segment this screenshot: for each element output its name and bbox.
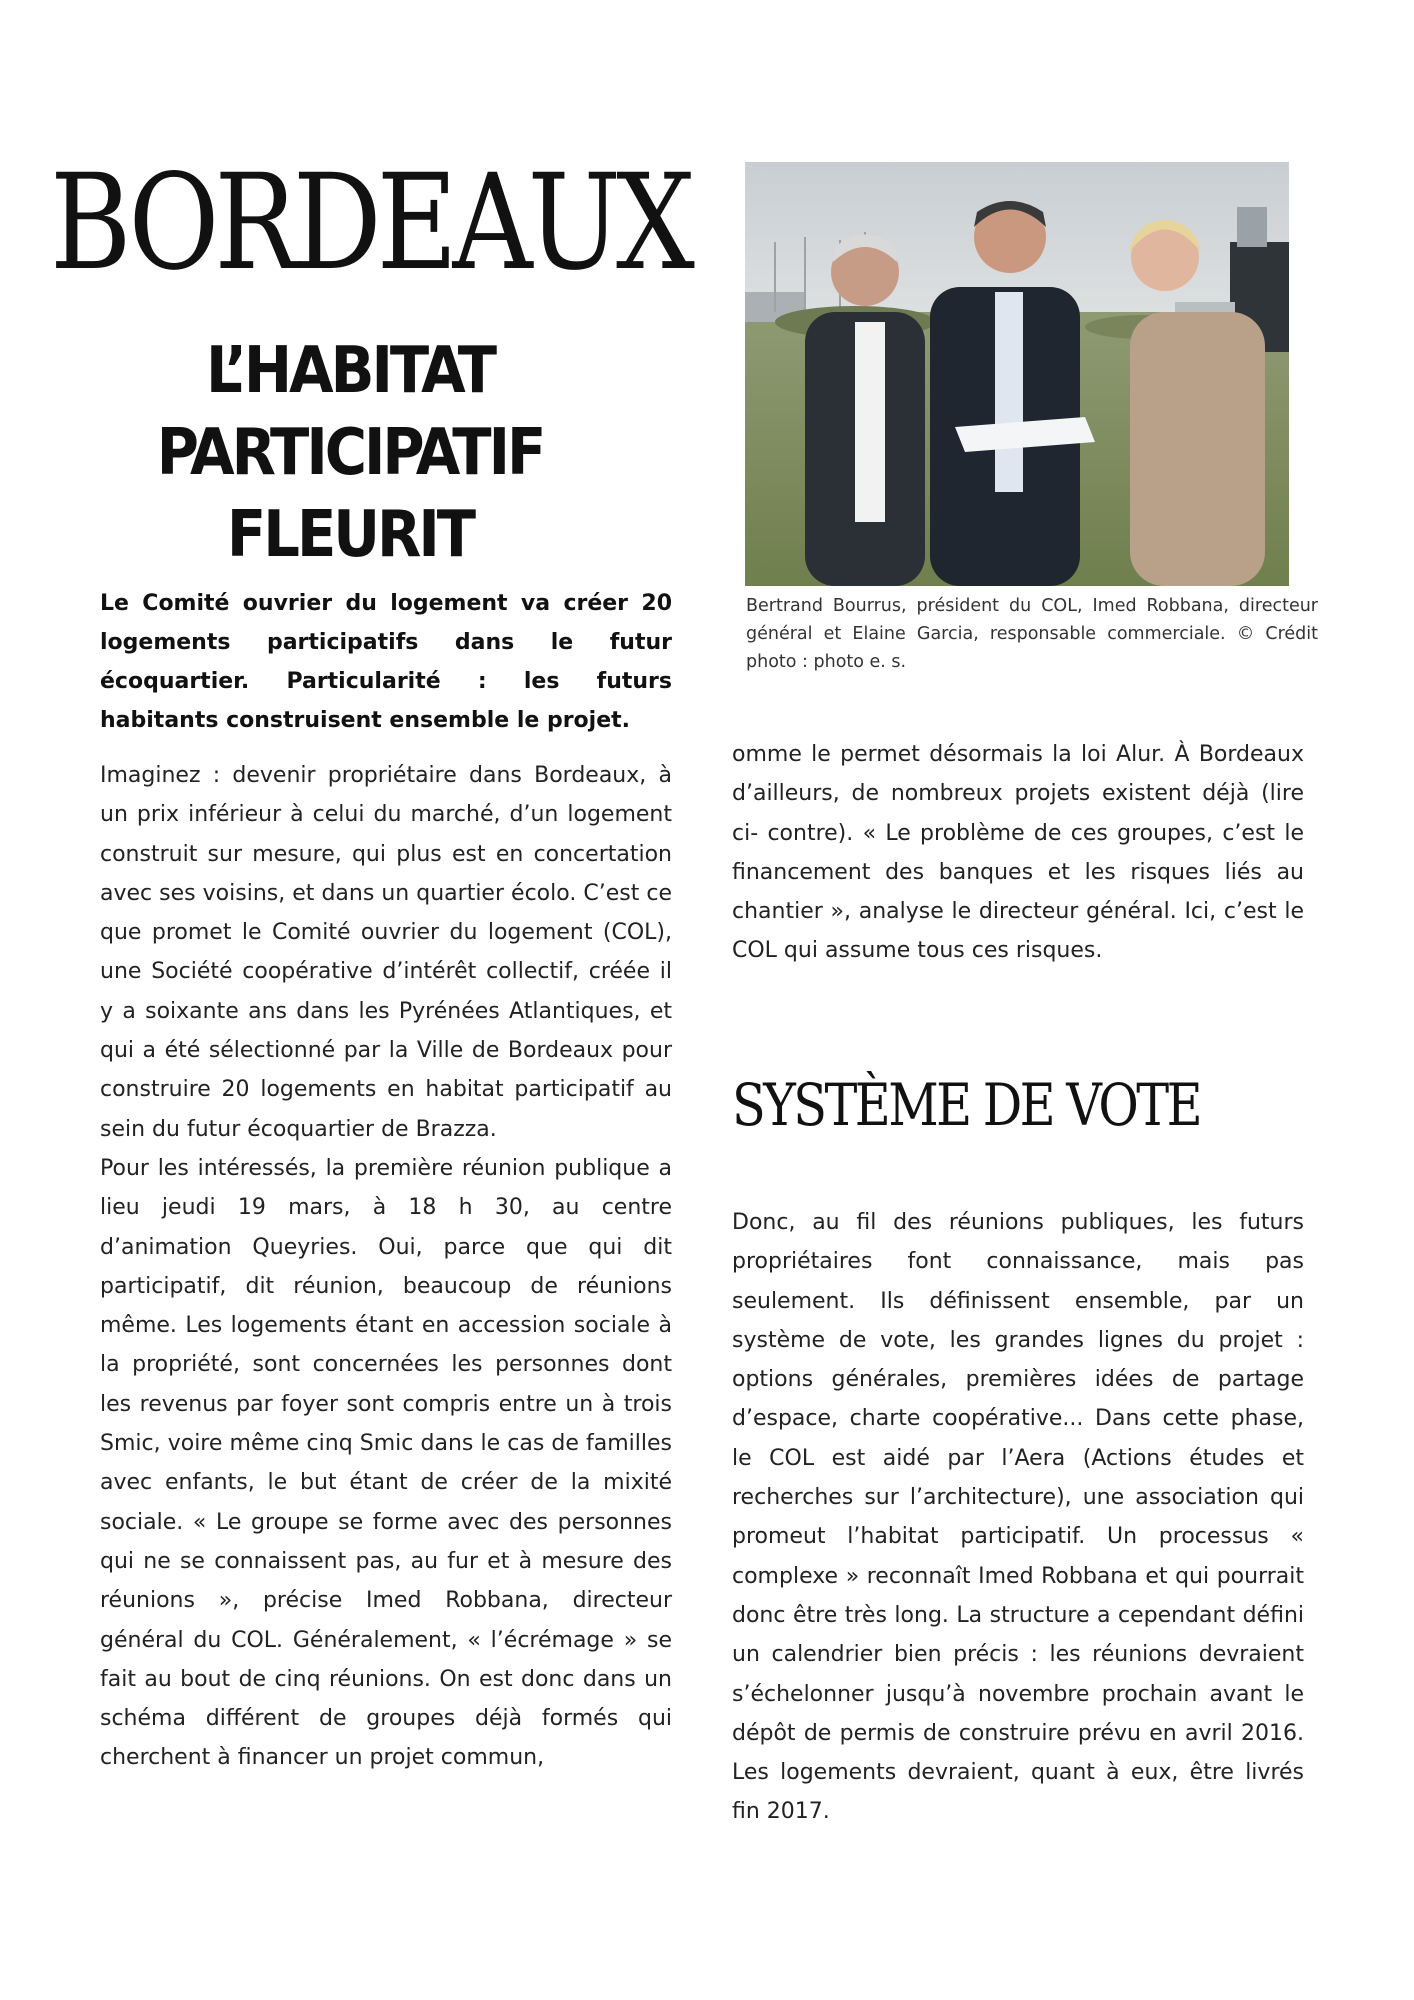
right-column-bottom [732, 1203, 1304, 1832]
article-lead: Le Comité ouvrier du logement va créer 20 logements participatifs dans le futur écoquartier. Particularité : les futurs habitants construisent ensemble le projet. [100, 591, 672, 733]
body-paragraph: Donc, au fil des réunions publiques, les futurs propriétaires font connaissance, mais pas seulement. Ils définissent ensemble, par un système de vote, les grandes lignes du projet : options générales, premières idées de partage d’espace, charte coopérative... Dans cette phase, le COL est aidé par l’Aera (Actions études et recherches sur l’architecture), une association qui promeut l’habitat participatif. Un processus « complexe » reconnaît Imed Robbana et qui pourrait donc être très long. La structure a cependant défini un calendrier bien précis : les réunions devraient s’échelonner jusqu’à novembre prochain avant le dépôt de permis de construire prévu en avril 2016. Les logements devraient, quant à eux, être livrés fin 2017. [732, 1210, 1304, 1825]
subtitle-line: L’HABITAT [205, 334, 495, 408]
right-column-top [732, 735, 1304, 971]
photo-illustration [745, 162, 1289, 586]
subtitle-line: PARTICIPATIF [156, 416, 544, 490]
article-title: BORDEAUX [50, 146, 690, 300]
body-paragraph: Pour les intéressés, la première réunion publique a lieu jeudi 19 mars, à 18 h 30, au centre d’animation Queyries. Oui, parce que qui dit participatif, dit réunion, beaucoup de réunions même. Les logements étant en accession sociale à la propriété, sont concernées les personnes dont les revenus par foyer sont compris entre un à trois Smic, voire même cinq Smic dans le cas de familles avec enfants, le but étant de créer de la mixité sociale. « Le groupe se forme avec des personnes qui ne se connaissent pas, au fur et à mesure des réunions », précise Imed Robbana, directeur général du COL. Généralement, « l’écrémage » se fait au bout de cinq réunions. On est donc dans un schéma différent de groupes déjà formés qui cherchent à financer un projet commun, [100, 1155, 672, 1771]
body-paragraph: Imaginez : devenir propriétaire dans Bordeaux, à un prix inférieur à celui du marché, d’un logement construit sur mesure, qui plus est en concertation avec ses voisins, et dans un quartier écolo. C’est ce que promet le Comité ouvrier du logement (COL), une Société coopérative d’intérêt collectif, créée il y a soixante ans dans les Pyrénées Atlantiques, et qui a été sélectionné par la Ville de Bordeaux pour construire 20 logements en habitat participatif au sein du futur écoquartier de Brazza. [100, 763, 672, 1142]
left-column [100, 756, 672, 1778]
subtitle-line: FLEURIT [226, 498, 474, 572]
body-paragraph: omme le permet désormais la loi Alur. À Bordeaux d’ailleurs, de nombreux projets existent déjà (lire ci- contre). « Le problème de ces groupes, c’est le financement des banques et les risques liés au chantier », analyse le directeur général. Ici, c’est le COL qui assume tous ces risques. [732, 742, 1304, 964]
section-heading: SYSTÈME DE VOTE [732, 1071, 1201, 1139]
article-subtitle [100, 330, 600, 576]
article-photo [745, 162, 1289, 586]
photo-caption: Bertrand Bourrus, président du COL, Imed Robbana, directeur général et Elaine Garcia, responsable commerciale. © Crédit photo : photo e. s. [746, 596, 1318, 672]
